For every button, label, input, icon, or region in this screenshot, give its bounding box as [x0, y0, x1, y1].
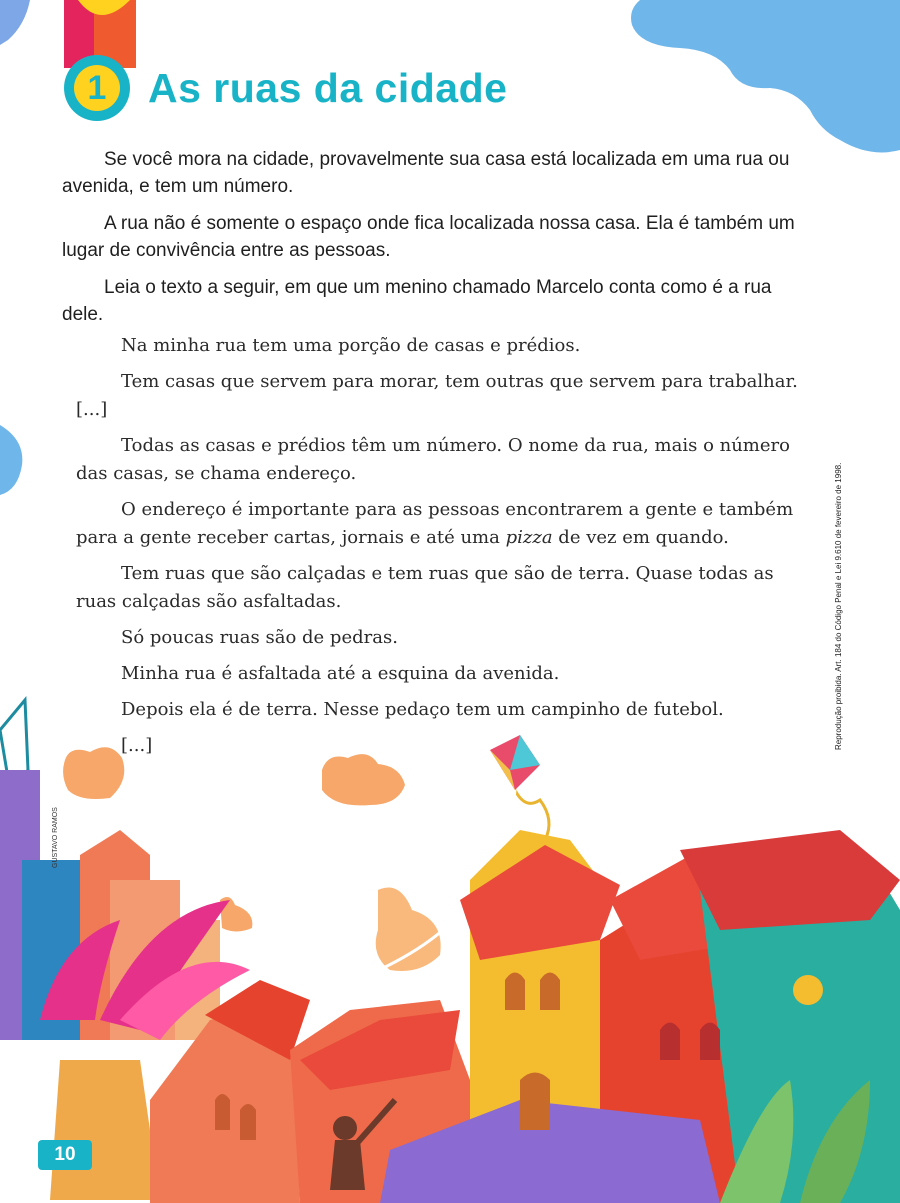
reading-paragraph-1: Na minha rua tem uma porção de casas e prédios.: [121, 335, 581, 356]
reading-p4-start: O endereço é importante para as pessoas encontrarem a gente e também para a gente receber cartas, jornais e até uma: [76, 499, 794, 548]
page-title: As ruas da cidade: [148, 64, 508, 111]
illustration-credit-text: GUSTAVO RAMOS: [52, 807, 59, 868]
reading-paragraph-8: Depois ela é de terra. Nesse pedaço tem um campinho de futebol.: [121, 699, 724, 720]
reading-paragraph-4: [76, 496, 816, 552]
page-number: 10: [38, 1140, 92, 1170]
chapter-badge: [64, 55, 130, 121]
intro-paragraph-1: Se você mora na cidade, provavelmente sua casa está localizada em uma rua ou avenida, e tem um número.: [62, 149, 790, 197]
left-edge-shape: [0, 420, 30, 500]
intro-paragraph-3: Leia o texto a seguir, em que um menino chamado Marcelo conta como é a rua dele.: [62, 277, 772, 325]
top-right-cloud: [620, 0, 900, 160]
city-street-illustration: [0, 680, 900, 1203]
reading-paragraph-6: Só poucas ruas são de pedras.: [121, 627, 398, 648]
reading-paragraph-5: Tem ruas que são calçadas e tem ruas que são de terra. Quase todas as ruas calçadas são asfaltadas.: [76, 563, 774, 612]
chapter-number: 1: [74, 65, 120, 111]
reading-paragraph-3: Todas as casas e prédios têm um número. O nome da rua, mais o número das casas, se chama endereço.: [76, 435, 790, 484]
illustration-credit: [50, 790, 64, 870]
reading-p4-italic: pizza: [505, 527, 553, 548]
intro-paragraph-2: A rua não é somente o espaço onde fica localizada nossa casa. Ela é também um lugar de convivência entre as pessoas.: [62, 213, 795, 261]
reading-p4-end: de vez em quando.: [552, 527, 729, 548]
reading-paragraph-9: [...]: [121, 735, 153, 756]
chapter-heading: [64, 50, 507, 126]
intro-text: [62, 146, 814, 338]
reading-paragraph-7: Minha rua é asfaltada até a esquina da avenida.: [121, 663, 560, 684]
copyright-note-text: Reprodução proibida. Art. 184 do Código Penal e Lei 9.610 de fevereiro de 1998.: [834, 462, 843, 750]
reading-paragraph-2: Tem casas que servem para morar, tem outras que servem para trabalhar. [...]: [76, 371, 798, 420]
